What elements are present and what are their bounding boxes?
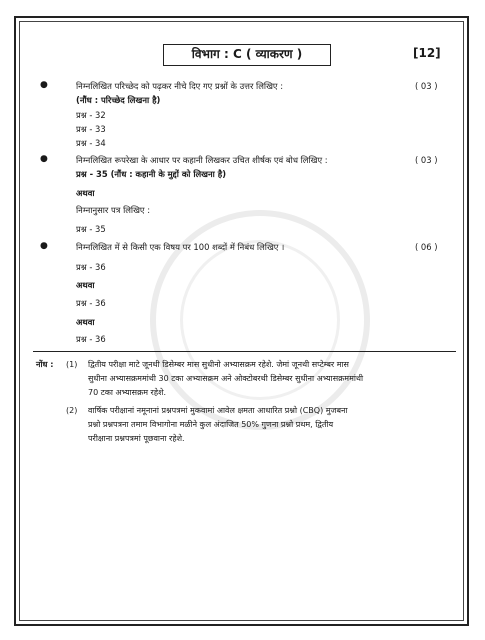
q3-item-2: प्रश्न - 36 xyxy=(76,298,106,308)
q1-item-3: प्रश्न - 34 xyxy=(76,138,106,148)
note-2-number: (2) xyxy=(66,406,78,415)
q3-or-2: अथवा xyxy=(76,317,95,327)
bullet-1: ● xyxy=(40,80,48,90)
note-1-line-1: द्वितीय परीक्षा माटे जूनथी डिसेम्बर मास सुधीनो अभ्यासक्रम रहेशे. जेमां जूनथी सप्टेम्बर मास xyxy=(88,360,349,369)
bullet-2: ● xyxy=(40,154,48,164)
note-2-line-1: वार्षिक परीक्षानां नमूनानां प्रश्नपत्रमां मुकवामां आवेल क्षमता आधारित प्रश्नो (CBQ) मुजबना xyxy=(88,406,348,415)
section-marks: [12] xyxy=(413,46,441,60)
q2-alt-instruction: निम्नानुसार पत्र लिखिए : xyxy=(76,205,151,215)
q1-note: (नौंध : परिच्छेद लिखना है) xyxy=(76,95,161,105)
q3-marks: ( 06 ) xyxy=(415,242,438,252)
q1-marks: ( 03 ) xyxy=(415,81,438,91)
q3-item-3: प्रश्न - 36 xyxy=(76,334,106,344)
note-1-line-2: सुधीना अभ्यासक्रममांथी 30 टका अभ्यासक्रम अने ओक्टोबरथी डिसेम्बर सुधीना अभ्यासक्रममांथी xyxy=(88,374,364,383)
note-1-number: (1) xyxy=(66,360,78,369)
note-2-line-3: परीक्षाना प्रश्नपत्रमां पूछवाना रहेशे. xyxy=(88,434,185,443)
notes-divider xyxy=(33,351,456,352)
q1-instruction: निम्नलिखित परिच्छेद को पढ़कर नीचे दिए गए प्रश्नों के उत्तर लिखिए : xyxy=(76,81,284,91)
q2-instruction: निम्नलिखित रूपरेखा के आधार पर कहानी लिखकर उचित शीर्षक एवं बोध लिखिए : xyxy=(76,155,328,165)
note-1-line-3: 70 टका अभ्यासक्रम रहेशे. xyxy=(88,388,167,397)
notes-label: नोंध : xyxy=(36,360,54,369)
q1-item-2: प्रश्न - 33 xyxy=(76,124,106,134)
bullet-3: ● xyxy=(40,241,48,251)
q3-or-1: अथवा xyxy=(76,280,95,290)
q3-item-1: प्रश्न - 36 xyxy=(76,262,106,272)
section-title: विभाग : C ( व्याकरण ) xyxy=(163,44,331,66)
note-2-line-2: प्रश्नो प्रश्नपत्रना तमाम विभागोना मळीने कुल अंदाजित 50% गुणना प्रश्नो प्रथम, द्वितीय xyxy=(88,420,334,429)
q2-alt-item: प्रश्न - 35 xyxy=(76,224,106,234)
q2-marks: ( 03 ) xyxy=(415,155,438,165)
q3-instruction: निम्नलिखित में से किसी एक विषय पर 100 शब्दों में निबंध लिखिए । xyxy=(76,242,285,252)
q1-item-1: प्रश्न - 32 xyxy=(76,110,106,120)
q2-item-with-note: प्रश्न - 35 (नौंध : कहानी के मुद्दों को लिखना है) xyxy=(76,169,227,179)
q2-or-label: अथवा xyxy=(76,188,95,198)
